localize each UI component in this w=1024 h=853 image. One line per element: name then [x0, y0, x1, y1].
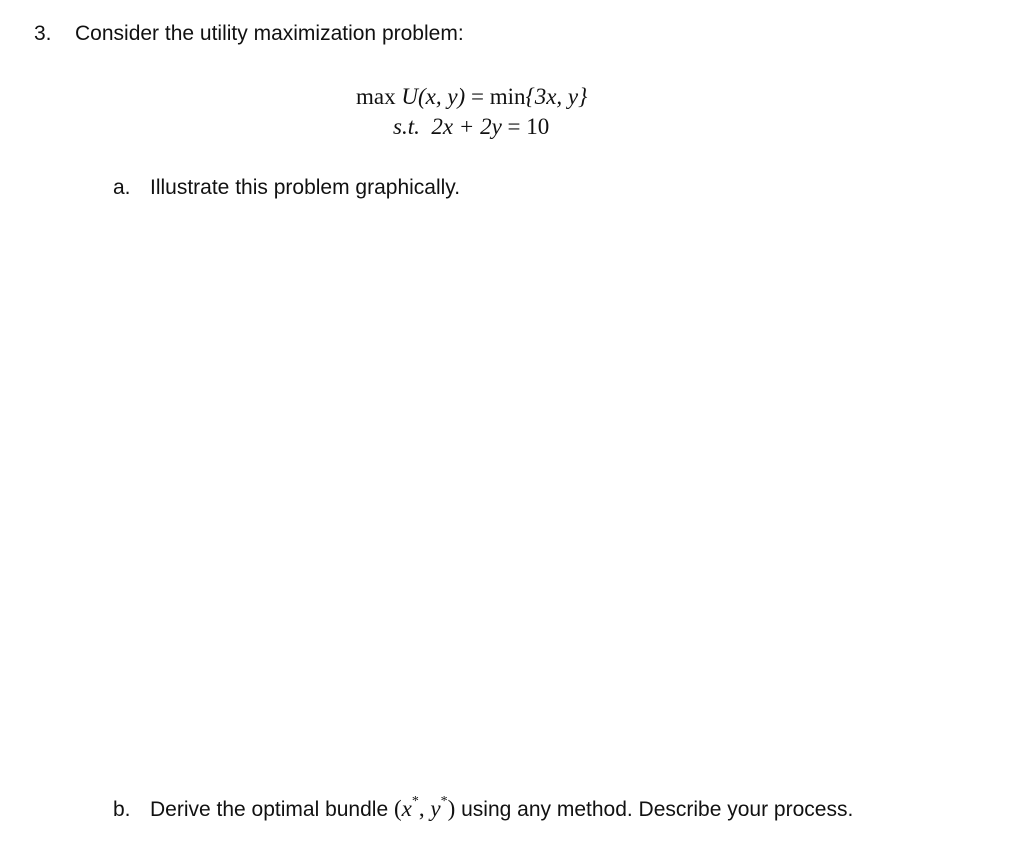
equals-sign: = [507, 114, 521, 139]
optimal-bundle: (x*, y*) [393, 794, 456, 821]
min-arguments: {3x, y} [525, 84, 588, 109]
part-a-label: a. [113, 176, 131, 199]
part-b-label: b. [113, 798, 131, 821]
min-operator: min [489, 84, 526, 109]
constraint-lhs: 2x + 2y [431, 114, 502, 139]
utility-args: (x, y) [417, 84, 466, 109]
part-b-text-after: using any method. Describe your process. [455, 798, 854, 821]
utility-function: U [401, 84, 418, 109]
constraint-rhs: 10 [526, 114, 550, 139]
part-b-text-before: Derive the optimal bundle [150, 798, 394, 821]
max-operator: max [356, 84, 396, 109]
question-text: Consider the utility maximization problem: [75, 22, 464, 45]
constraint-equation [393, 114, 549, 140]
objective-equation [356, 84, 587, 110]
subject-to: s.t. [393, 114, 420, 139]
part-b-text [150, 796, 853, 822]
part-a-text: Illustrate this problem graphically. [150, 176, 461, 199]
question-number: 3. [34, 22, 52, 45]
equals-sign: = [470, 84, 484, 109]
